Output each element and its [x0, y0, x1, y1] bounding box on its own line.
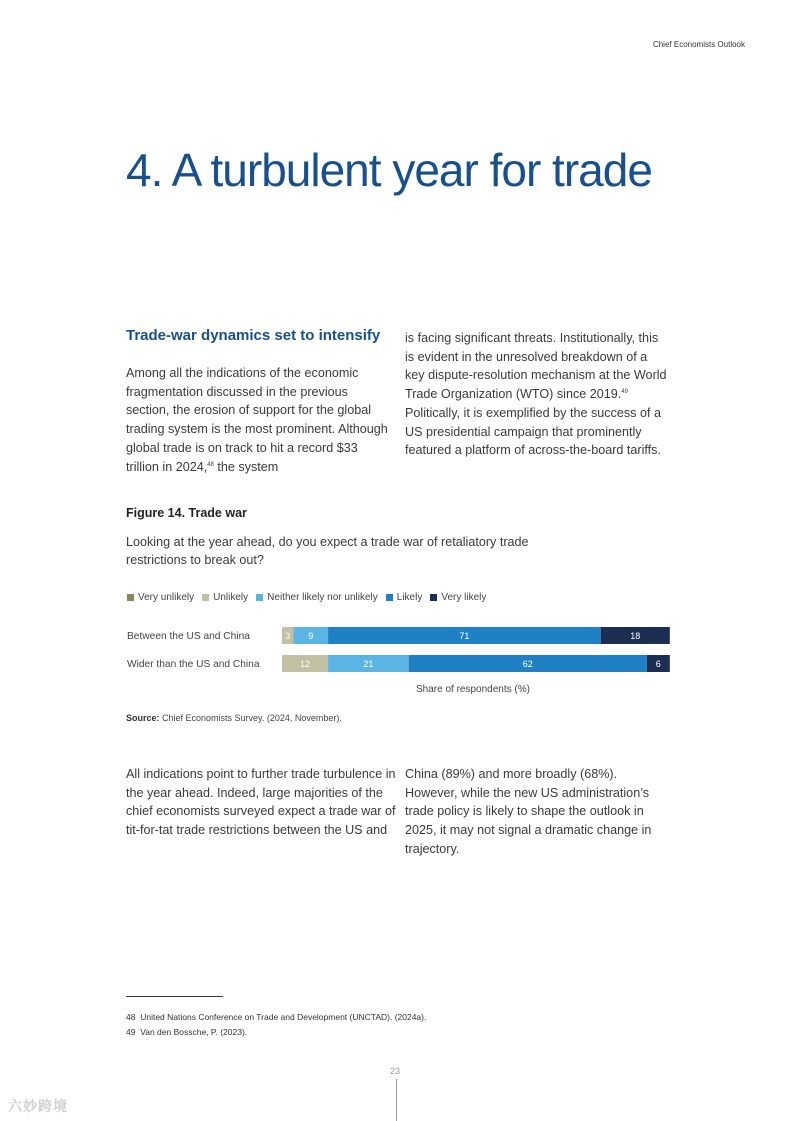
paragraph-text: is facing significant threats. Institutionally, this is evident in the unresolved breakdown of a key dispute-resolution mechanism at the World Trade Organization (WTO) since 2019. — [405, 331, 667, 402]
category-label: Wider than the US and China — [127, 659, 260, 670]
paragraph-text: Among all the indications of the economic fragmentation discussed in the previous section, the erosion of support for the global trading system is the most prominent. Although global trade is on track to hit a record $33 trillion in 2024, — [126, 366, 388, 474]
paragraph-text: Politically, it is exemplified by the success of a US presidential campaign that prominently featured a platform of across-the-board tariffs. — [405, 405, 661, 458]
data-label: 71 — [459, 631, 470, 641]
data-label: 12 — [300, 659, 311, 669]
source-label: Source: — [126, 713, 160, 723]
data-label: 21 — [363, 659, 374, 669]
data-label: 3 — [285, 631, 291, 641]
chapter-title: 4. A turbulent year for trade — [126, 144, 652, 196]
footnote-number: 48 — [126, 1012, 136, 1022]
data-label: 6 — [655, 659, 661, 669]
category-label: Between the US and China — [127, 631, 250, 642]
footnote-text: United Nations Conference on Trade and Development (UNCTAD). (2024a). — [140, 1012, 427, 1022]
legend-label: Neither likely nor unlikely — [267, 592, 378, 603]
page-number: 23 — [390, 1066, 401, 1076]
footnote-ref-48[interactable]: 48 — [207, 461, 214, 468]
page-number-rule — [396, 1079, 397, 1121]
legend-label: Unlikely — [213, 592, 249, 603]
body-column-left-2 — [126, 765, 396, 840]
header-title: Chief Economists Outlook — [652, 40, 745, 49]
data-label: 9 — [308, 631, 314, 641]
footnote-text: Van den Bossche, P. (2023). — [140, 1027, 248, 1037]
footnote-49 — [126, 1027, 247, 1037]
footnote-divider — [126, 996, 223, 997]
watermark-logo: 六妙跨境 — [8, 1098, 68, 1114]
paragraph-2-end: China (89%) and more broadly (68%). However, while the new US administration’s trade policy is likely to shape the outlook in 2025, it may not signal a dramatic change in trajectory. — [405, 767, 652, 856]
legend-label: Very likely — [441, 592, 487, 603]
legend-label: Likely — [396, 592, 423, 603]
footnote-ref-49[interactable]: 49 — [621, 389, 628, 396]
data-label: 62 — [522, 659, 533, 669]
section-heading: Trade-war dynamics set to intensify — [126, 327, 381, 344]
x-axis-label: Share of respondents (%) — [416, 684, 530, 695]
legend-label: Very unlikely — [138, 592, 195, 603]
body-column-right-2 — [405, 765, 667, 859]
paragraph-text: the system — [213, 459, 279, 474]
source-text: Chief Economists Survey. (2024, November). — [159, 713, 342, 723]
footnote-48 — [126, 1012, 426, 1022]
data-label: 18 — [630, 631, 641, 641]
paragraph-2-start: All indications point to further trade turbulence in the year ahead. Indeed, large majorities of the chief economists surveyed expect a trade war of tit-for-tat trade restrictions between the US and — [126, 767, 396, 838]
figure-question: Looking at the year ahead, do you expect a trade war of retaliatory trade restrictions to break out? — [126, 535, 529, 567]
footnote-number: 49 — [126, 1027, 136, 1037]
figure-source — [126, 713, 342, 723]
figure-title: Figure 14. Trade war — [126, 506, 247, 520]
